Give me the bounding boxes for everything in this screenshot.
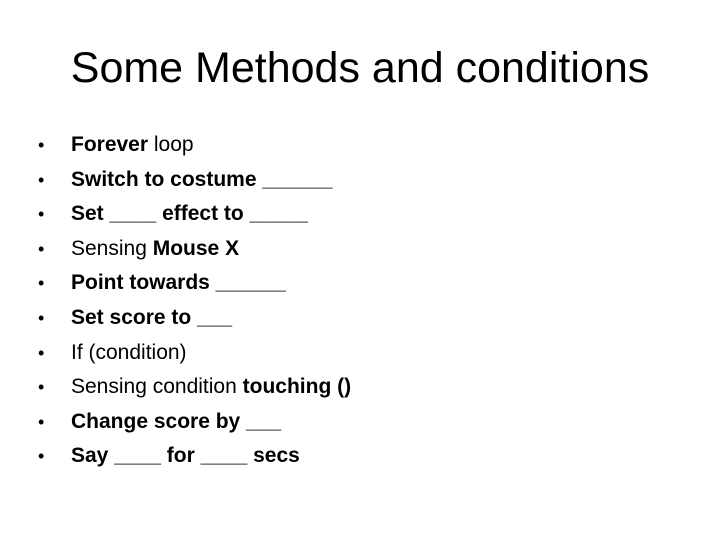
bullet-text-part: Set score to ___ xyxy=(71,305,233,329)
bullet-icon: • xyxy=(38,273,45,294)
bullet-item xyxy=(38,232,351,267)
slide-title: Some Methods and conditions xyxy=(70,44,650,92)
bullet-text-part: Mouse X xyxy=(152,236,240,260)
bullet-text-part: Point towards ______ xyxy=(71,271,286,295)
bullet-text-part: Forever xyxy=(71,133,149,156)
bullet-item xyxy=(38,405,351,440)
bullet-icon: • xyxy=(38,411,45,432)
bullet-icon: • xyxy=(38,204,45,225)
bullet-text-part: If (condition) xyxy=(71,340,187,364)
bullet-item xyxy=(38,370,351,405)
bullet-item xyxy=(38,336,351,371)
bullet-item xyxy=(38,128,351,163)
bullet-icon: • xyxy=(38,342,45,363)
bullet-text-part: Say ____ for ____ secs xyxy=(71,444,300,468)
bullet-icon: • xyxy=(38,169,45,190)
bullet-item xyxy=(38,163,351,198)
bullet-item xyxy=(38,197,351,232)
bullet-text-part: Set ____ effect to _____ xyxy=(71,202,308,226)
bullet-item xyxy=(38,266,351,301)
bullet-text-part: loop xyxy=(148,133,194,156)
bullet-list xyxy=(38,128,351,474)
bullet-text-part: Sensing xyxy=(71,236,153,260)
bullet-item xyxy=(38,439,351,474)
bullet-text-part: Switch to costume ______ xyxy=(71,167,333,191)
bullet-text-part: touching () xyxy=(242,375,352,399)
bullet-icon: • xyxy=(38,135,45,155)
bullet-icon: • xyxy=(38,446,45,467)
bullet-icon: • xyxy=(38,238,45,259)
bullet-icon: • xyxy=(38,377,45,398)
bullet-icon: • xyxy=(38,307,45,328)
bullet-text-part: Change score by ___ xyxy=(71,409,282,433)
bullet-text-part: Sensing condition xyxy=(71,375,243,399)
bullet-item xyxy=(38,301,351,336)
